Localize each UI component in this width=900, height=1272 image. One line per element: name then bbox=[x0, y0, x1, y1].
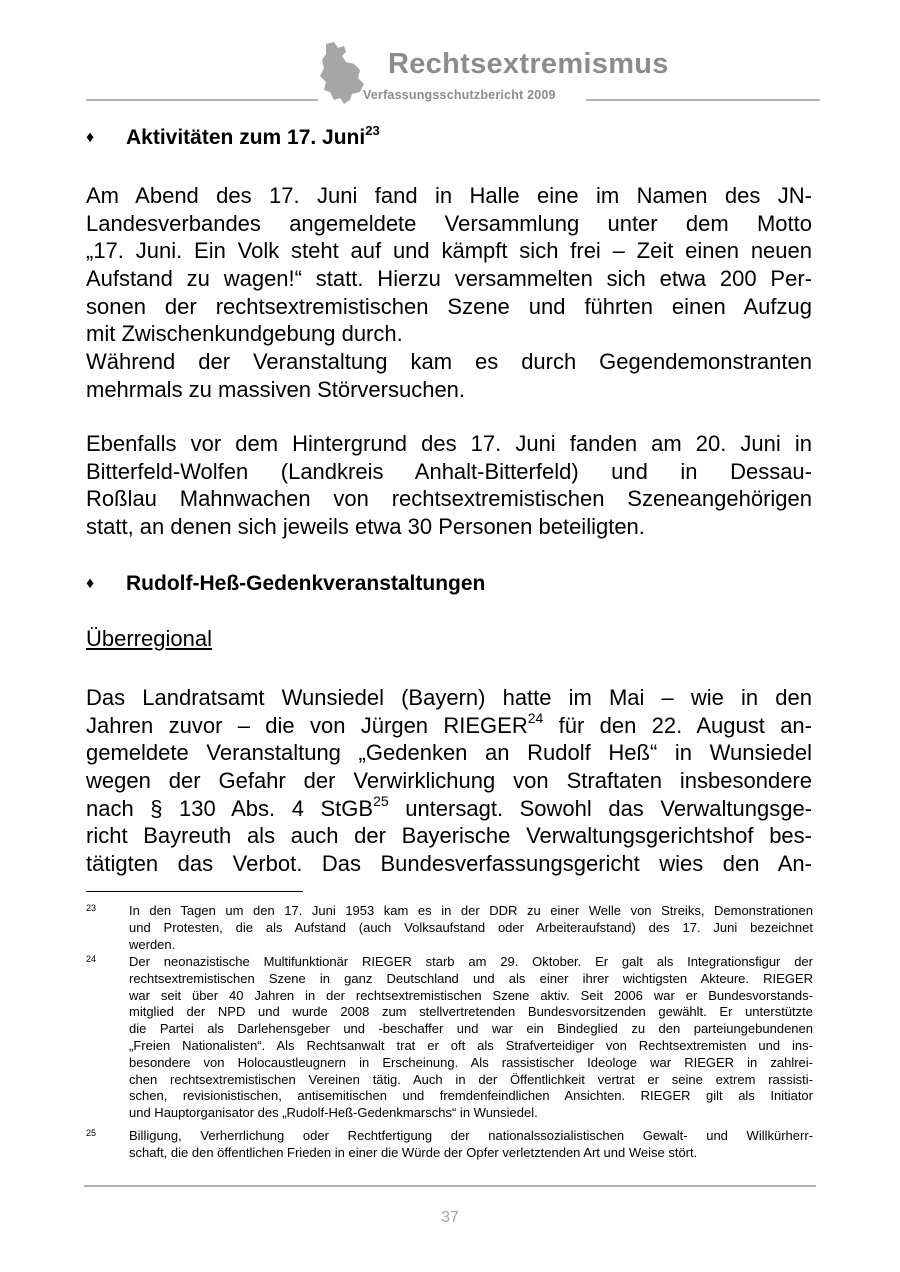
section-heading-hess bbox=[86, 572, 485, 596]
diamond-bullet-icon: ♦ bbox=[86, 575, 95, 592]
footnote-line: schen, revisionistischen, antisemitischen und fremdenfeindlichen Ansichten. RIEGER gilt als Initiator bbox=[129, 1088, 813, 1104]
footnote-line: war seit über 40 Jahren in der rechtsextremistischen Szene aktiv. Seit 2006 war er Bundesvorstands- bbox=[129, 987, 813, 1003]
footnote-line: „Freien Nationalisten“. Als Rechtsanwalt trat er oft als Strafverteidiger von Rechtsextremisten und ins- bbox=[129, 1037, 813, 1053]
text-line bbox=[86, 709, 812, 740]
header-rule-right bbox=[586, 99, 820, 101]
footnote-rule bbox=[86, 891, 303, 892]
footnote-line: Der neonazistische Multifunktionär RIEGER starb am 29. Oktober. Er galt als Integrationsfigur der bbox=[129, 954, 813, 969]
text-line: mehrmals zu massiven Störversuchen. bbox=[86, 376, 466, 402]
header-rule-left bbox=[86, 99, 318, 101]
section-title: Aktivitäten zum 17. Juni bbox=[126, 126, 366, 149]
text-line: Roßlau Mahnwachen von rechtsextremistischen Szeneangehörigen bbox=[86, 486, 812, 512]
paragraph-juni-1 bbox=[86, 182, 812, 404]
text-line: Landesverbandes angemeldete Versammlung unter dem Motto bbox=[86, 210, 812, 236]
footnote-24 bbox=[86, 954, 813, 1122]
paragraph-hess bbox=[86, 684, 812, 878]
page-header bbox=[0, 0, 900, 110]
footnote-ref: 23 bbox=[365, 123, 380, 138]
header-title: Rechtsextremismus bbox=[388, 48, 669, 80]
footnote-line: In den Tagen um den 17. Juni 1953 kam es in der DDR zu einer Welle von Streiks, Demonstrationen bbox=[129, 903, 813, 918]
footnote-line: mitglied der NPD und wurde 2008 zum stellvertretenden Bundesvorsitzenden gewählt. Er unterstützte bbox=[129, 1004, 813, 1020]
text-line bbox=[86, 792, 813, 823]
footnote-number: 25 bbox=[86, 1128, 97, 1138]
footnote-number: 24 bbox=[86, 954, 97, 964]
footnote-number: 23 bbox=[86, 903, 97, 913]
footnote-ref: 24 bbox=[527, 709, 544, 726]
subheading-ueberregional: Überregional bbox=[86, 626, 212, 651]
footer-rule bbox=[84, 1185, 816, 1187]
text-line: richt Bayreuth als auch der Bayerische Verwaltungsgerichtshof bes- bbox=[86, 823, 812, 849]
text-segment: für den 22. August an- bbox=[543, 712, 812, 738]
text-line: Ebenfalls vor dem Hintergrund des 17. Juni fanden am 20. Juni in bbox=[86, 431, 812, 456]
text-line: Das Landratsamt Wunsiedel (Bayern) hatte im Mai – wie in den bbox=[86, 685, 812, 710]
footnote-25 bbox=[86, 1128, 813, 1162]
text-line: „17. Juni. Ein Volk steht auf und kämpft sich frei – Zeit einen neuen bbox=[86, 238, 812, 264]
text-line: Aufstand zu wagen!“ statt. Hierzu versammelten sich etwa 200 Per- bbox=[86, 266, 812, 292]
footnote-line: rechtsextremistischen Szene in ganz Deutschland und als einer ihrer wichtigsten Akteure. RIEGER bbox=[129, 970, 813, 986]
text-line: gemeldete Veranstaltung „Gedenken an Rudolf Heß“ in Wunsiedel bbox=[86, 740, 812, 766]
diamond-bullet-icon: ♦ bbox=[86, 129, 95, 146]
footnote-23 bbox=[86, 903, 813, 953]
footnote-line: die Partei als Darlehensgeber und -beschaffer und war ein Bindeglied zu den parteiungebundenen bbox=[129, 1021, 813, 1037]
footnote-line: chen rechtsextremistischen Vereinen tätig. Auch in der Öffentlichkeit vertrat er seine extrem rassisti- bbox=[129, 1071, 813, 1087]
footnote-line: und Hauptorganisator des „Rudolf-Heß-Gedenkmarschs“ in Wunsiedel. bbox=[129, 1105, 538, 1121]
footnote-line: werden. bbox=[129, 936, 176, 952]
section-title: Rudolf-Heß-Gedenkveranstaltungen bbox=[126, 572, 486, 595]
saxony-anhalt-map-icon bbox=[316, 40, 368, 106]
text-line: tätigten das Verbot. Das Bundesverfassungsgericht wies den An- bbox=[86, 851, 812, 877]
text-segment: nach § 130 Abs. 4 StGB bbox=[86, 795, 374, 821]
footnote-line: besondere von Holocaustleugnern in Erscheinung. Als rassistischer Ideologe war RIEGER in zahlrei- bbox=[129, 1054, 813, 1070]
footnote-line: Billigung, Verherrlichung oder Rechtfertigung der nationalssozialistischen Gewalt- und Willkürherr- bbox=[129, 1128, 813, 1143]
paragraph-juni-2 bbox=[86, 430, 812, 541]
text-line: sonen der rechtsextremistischen Szene und führten einen Aufzug bbox=[86, 293, 812, 319]
footnote-line: und Protesten, die als Aufstand (auch Volksaufstand oder Arbeiteraufstand) des 17. Juni bezeichnet bbox=[129, 919, 813, 935]
text-line: Während der Veranstaltung kam es durch Gegendemonstranten bbox=[86, 349, 812, 375]
text-segment: Jahren zuvor – die von Jürgen RIEGER bbox=[86, 712, 528, 738]
text-line: mit Zwischenkundgebung durch. bbox=[86, 321, 403, 347]
section-heading-juni bbox=[86, 123, 380, 150]
text-line: Bitterfeld-Wolfen (Landkreis Anhalt-Bitterfeld) und in Dessau- bbox=[86, 458, 812, 484]
footnote-ref: 25 bbox=[373, 792, 389, 809]
text-line: wegen der Gefahr der Verwirklichung von Straftaten insbesondere bbox=[86, 768, 812, 794]
footnote-line: schaft, die den öffentlichen Frieden in einer die Würde der Opfer verletztenden Art und Weise stört. bbox=[129, 1144, 698, 1160]
text-segment: untersagt. Sowohl das Verwaltungsge- bbox=[388, 795, 813, 821]
text-line: Am Abend des 17. Juni fand in Halle eine im Namen des JN- bbox=[86, 183, 812, 208]
header-subtitle: Verfassungsschutzbericht 2009 bbox=[363, 88, 556, 102]
page-number: 37 bbox=[441, 1209, 459, 1226]
text-line: statt, an denen sich jeweils etwa 30 Personen beteiligten. bbox=[86, 514, 645, 540]
